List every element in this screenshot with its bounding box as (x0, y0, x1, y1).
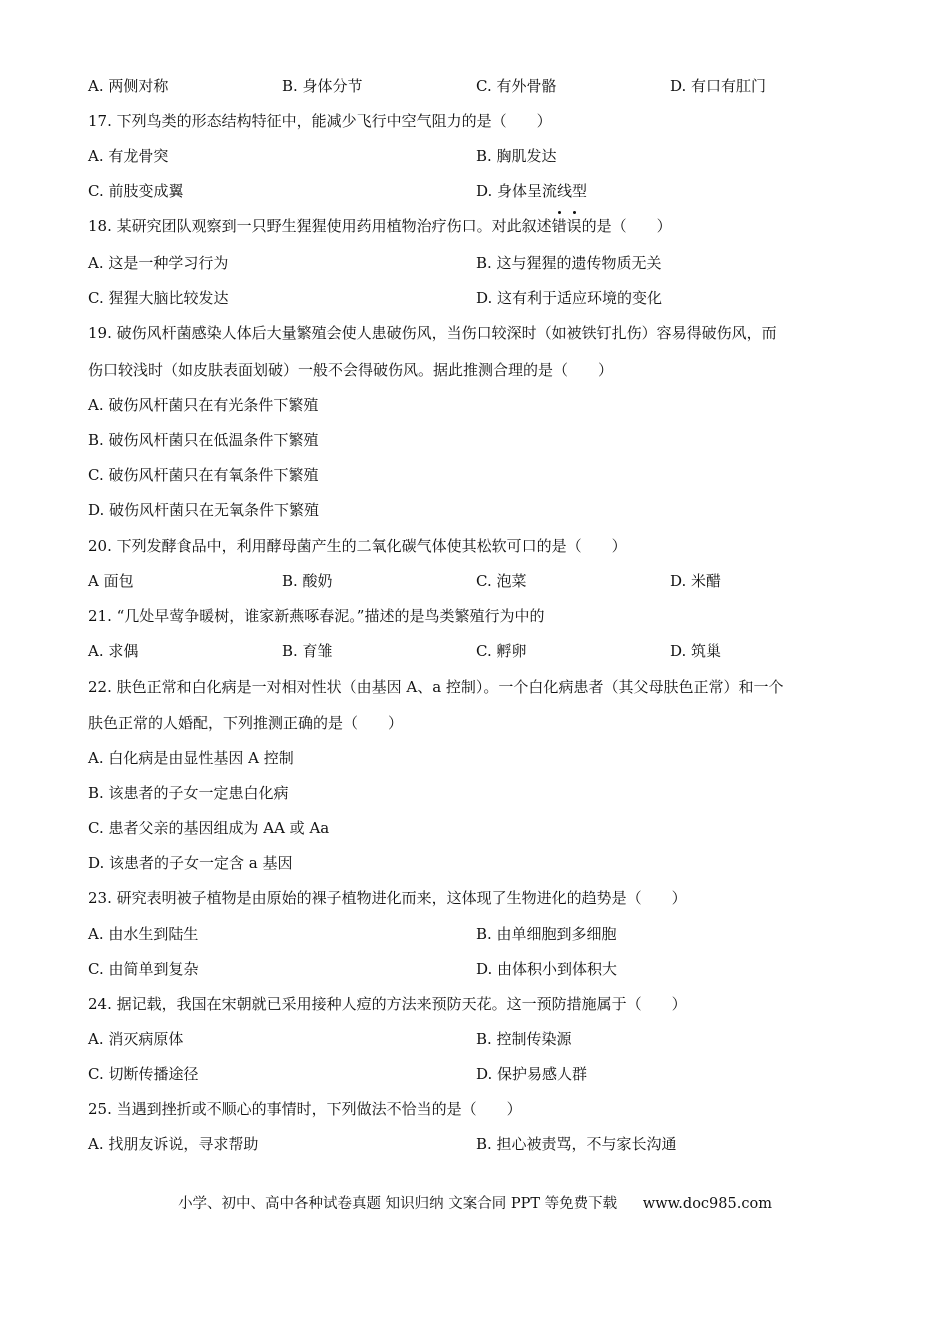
q17-stem: 17. 下列鸟类的形态结构特征中，能减少飞行中空气阻力的是（ ） (88, 112, 552, 130)
q20-option-b: B. 酸奶 (282, 572, 333, 590)
q24-stem: 24. 据记载，我国在宋朝就已采用接种人痘的方法来预防天花。这一预防措施属于（ ） (88, 995, 687, 1013)
q23-stem: 23. 研究表明被子植物是由原始的裸子植物进化而来，这体现了生物进化的趋势是（ ） (88, 889, 687, 907)
q19-stem-line1: 19. 破伤风杆菌感染人体后大量繁殖会使人患破伤风，当伤口较深时（如被铁钉扎伤）容易得破伤风，而 (88, 324, 777, 342)
q16-option-d: D. 有口有肛门 (670, 77, 767, 95)
page-footer (0, 1192, 950, 1213)
q21-stem: 21. “几处早莺争暖树，谁家新燕啄春泥。”描述的是鸟类繁殖行为中的 (88, 607, 545, 625)
q23-option-d: D. 由体积小到体积大 (476, 960, 618, 978)
q18-option-c: C. 猩猩大脑比较发达 (88, 289, 229, 307)
q21-option-a: A. 求偶 (88, 642, 139, 660)
footer-url-link[interactable]: www.doc985.com (642, 1196, 772, 1212)
q21-option-d: D. 筑巢 (670, 642, 722, 660)
q21-option-c: C. 孵卵 (476, 642, 527, 660)
q18-option-d: D. 这有利于适应环境的变化 (476, 289, 663, 307)
q23-option-c: C. 由简单到复杂 (88, 960, 199, 978)
q18-option-b: B. 这与猩猩的遗传物质无关 (476, 254, 662, 272)
q16-option-b: B. 身体分节 (282, 77, 363, 95)
q22-stem-line1: 22. 肤色正常和白化病是一对相对性状（由基因 A、a 控制）。一个白化病患者（其父母肤色正常）和一个 (88, 678, 784, 696)
q17-option-a: A. 有龙骨突 (88, 147, 169, 165)
q18-option-a: A. 这是一种学习行为 (88, 254, 229, 272)
q22-option-a: A. 白化病是由显性基因 A 控制 (88, 749, 294, 767)
q19-option-c: C. 破伤风杆菌只在有氧条件下繁殖 (88, 466, 319, 484)
q19-stem-line2: 伤口较浅时（如皮肤表面划破）一般不会得破伤风。据此推测合理的是（ ） (88, 361, 614, 379)
q17-option-b: B. 胸肌发达 (476, 147, 557, 165)
q24-option-d: D. 保护易感人群 (476, 1065, 588, 1083)
q17-option-d: D. 身体呈流线型 (476, 182, 588, 200)
q25-option-b: B. 担心被责骂，不与家长沟通 (476, 1135, 677, 1153)
q18-emphasis-1: 错 (551, 217, 567, 235)
q20-option-d: D. 米醋 (670, 572, 722, 590)
q20-option-a: A 面包 (88, 572, 134, 590)
q22-option-d: D. 该患者的子女一定含 a 基因 (88, 854, 293, 872)
q19-option-a: A. 破伤风杆菌只在有光条件下繁殖 (88, 396, 319, 414)
q24-option-a: A. 消灭病原体 (88, 1030, 184, 1048)
q21-option-b: B. 育雏 (282, 642, 333, 660)
q18-stem-before: 18. 某研究团队观察到一只野生猩猩使用药用植物治疗伤口。对此叙述 (88, 217, 552, 235)
footer-text: 小学、初中、高中各种试卷真题 知识归纳 文案合同 PPT 等免费下载 (178, 1196, 618, 1212)
q22-option-b: B. 该患者的子女一定患白化病 (88, 784, 289, 802)
q23-option-a: A. 由水生到陆生 (88, 925, 199, 943)
q16-option-c: C. 有外骨骼 (476, 77, 557, 95)
q18-emphasis-2: 误 (566, 217, 582, 235)
q18-stem-after: 的是（ ） (581, 217, 672, 235)
q22-stem-line2: 肤色正常的人婚配，下列推测正确的是（ ） (88, 714, 404, 732)
q24-option-c: C. 切断传播途径 (88, 1065, 199, 1083)
q19-option-d: D. 破伤风杆菌只在无氧条件下繁殖 (88, 501, 320, 519)
q20-option-c: C. 泡菜 (476, 572, 527, 590)
q19-option-b: B. 破伤风杆菌只在低温条件下繁殖 (88, 431, 319, 449)
q20-stem: 20. 下列发酵食品中，利用酵母菌产生的二氧化碳气体使其松软可口的是（ ） (88, 537, 627, 555)
q24-option-b: B. 控制传染源 (476, 1030, 572, 1048)
q22-option-c: C. 患者父亲的基因组成为 AA 或 Aa (88, 819, 330, 837)
q16-option-a: A. 两侧对称 (88, 77, 169, 95)
q17-option-c: C. 前肢变成翼 (88, 182, 184, 200)
q18-stem (88, 216, 672, 236)
q25-stem: 25. 当遇到挫折或不顺心的事情时，下列做法不恰当的是（ ） (88, 1100, 522, 1118)
q25-option-a: A. 找朋友诉说，寻求帮助 (88, 1135, 259, 1153)
q23-option-b: B. 由单细胞到多细胞 (476, 925, 617, 943)
